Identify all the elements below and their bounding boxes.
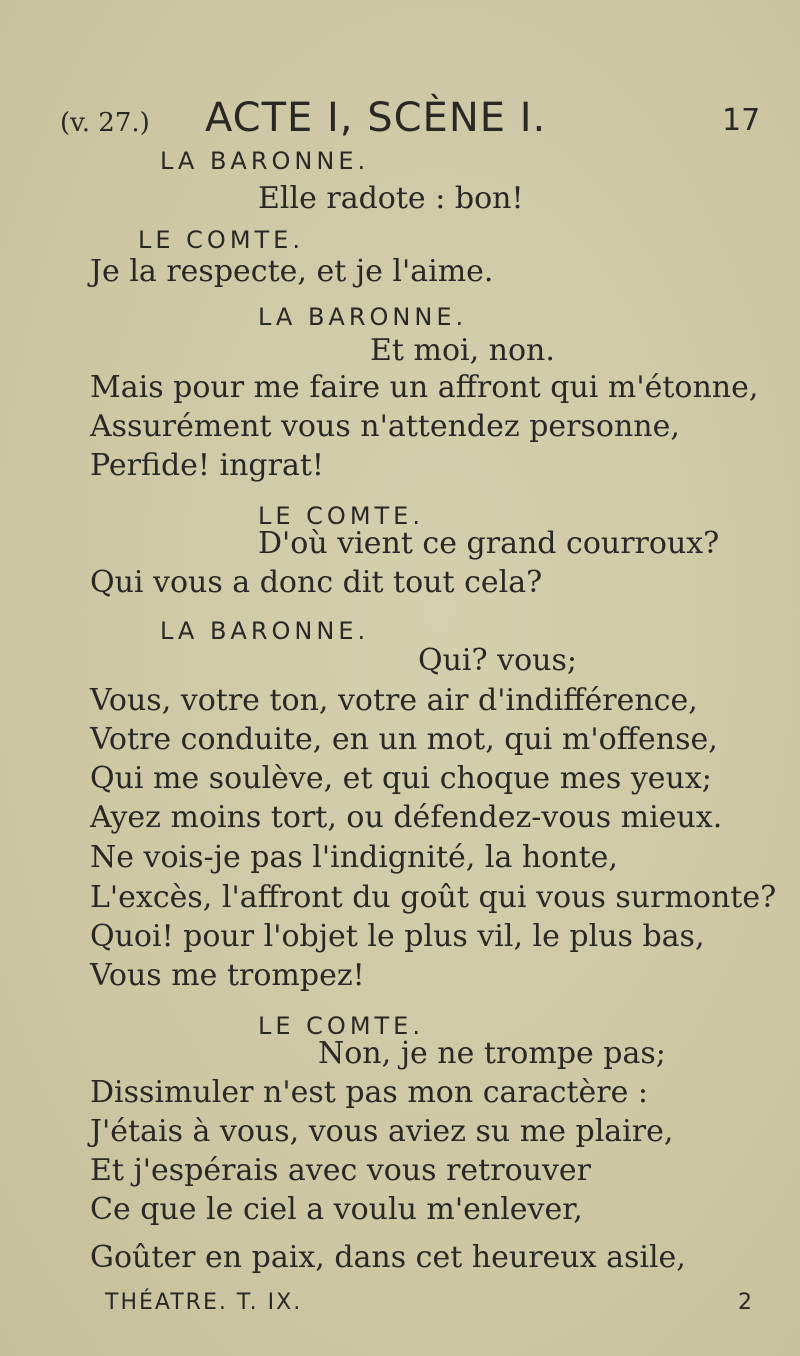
printer-signature: THÉATRE. T. IX. (105, 1290, 303, 1315)
page-number: 17 (722, 102, 761, 138)
verse-line: D'où vient ce grand courroux? (258, 526, 720, 562)
verse-line: Quoi! pour l'objet le plus vil, le plus bas, (90, 918, 705, 954)
speaker-name: LE COMTE. (258, 501, 424, 530)
verse-line: Ayez moins tort, ou défendez-vous mieux. (90, 800, 723, 836)
verse-line: Je la respecte, et je l'aime. (90, 253, 494, 289)
verse-line: Elle radote : bon! (258, 181, 524, 217)
speaker-name: LA BARONNE. (160, 146, 370, 175)
speaker-name: LE COMTE. (258, 1011, 424, 1040)
verse-line: L'excès, l'affront du goût qui vous surmonte? (90, 879, 777, 915)
verse-line: Vous me trompez! (90, 957, 365, 993)
verse-line: Qui? vous; (418, 643, 577, 679)
verse-line: Qui vous a donc dit tout cela? (90, 565, 543, 601)
verse-line: Ne vois-je pas l'indignité, la honte, (90, 840, 618, 876)
verse-line: Assurément vous n'attendez personne, (90, 408, 680, 444)
running-title: ACTE I, SCÈNE I. (205, 94, 547, 141)
speaker-name: LE COMTE. (138, 225, 304, 254)
sheet-mark: 2 (738, 1290, 752, 1315)
verse-line: Dissimuler n'est pas mon caractère : (90, 1074, 648, 1110)
speaker-name: LA BARONNE. (160, 617, 370, 646)
verse-line: Perfide! ingrat! (90, 448, 324, 484)
verse-line: J'étais à vous, vous aviez su me plaire, (90, 1113, 674, 1149)
verse-line: Votre conduite, en un mot, qui m'offense, (90, 722, 718, 758)
verse-line: Ce que le ciel a voulu m'enlever, (90, 1192, 583, 1228)
verse-line: Qui me soulève, et qui choque mes yeux; (90, 761, 712, 797)
verse-line: Mais pour me faire un affront qui m'étonne, (90, 369, 759, 405)
speaker-name: LA BARONNE. (258, 302, 468, 331)
verse-line: Vous, votre ton, votre air d'indifférence, (90, 683, 698, 719)
verse-line: Goûter en paix, dans cet heureux asile, (90, 1240, 686, 1275)
verse-line: Et moi, non. (370, 332, 555, 368)
verse-reference: (v. 27.) (60, 107, 150, 138)
verse-line: Et j'espérais avec vous retrouver (90, 1152, 592, 1188)
verse-line: Non, je ne trompe pas; (318, 1035, 666, 1071)
